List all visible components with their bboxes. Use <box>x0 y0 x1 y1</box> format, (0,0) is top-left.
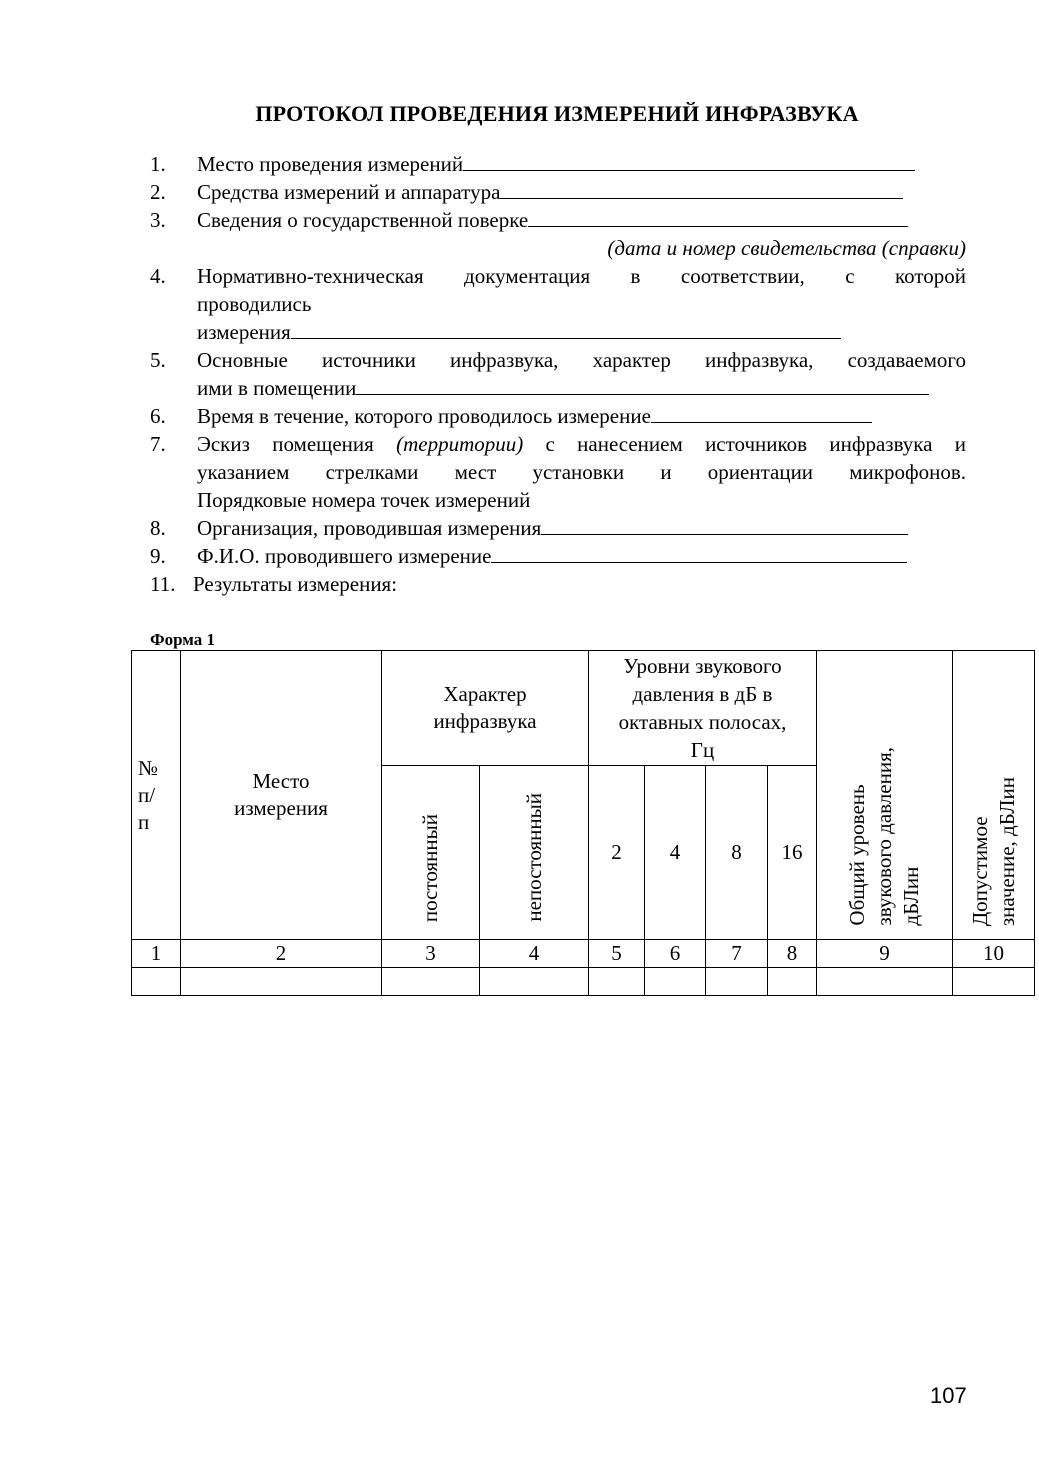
list-item <box>150 430 966 514</box>
table-cell <box>768 968 817 996</box>
header-freq-4: 4 <box>645 766 706 940</box>
header-allowed-value: Допустимое значение, дБЛин <box>967 776 1019 926</box>
item-text: измерения <box>197 320 291 344</box>
table-cell <box>645 968 706 996</box>
protocol-items <box>150 150 966 598</box>
list-item <box>150 402 966 430</box>
item-number: 5. <box>150 348 166 372</box>
table-cell <box>706 968 768 996</box>
item-text-italic: (территории) <box>396 432 524 456</box>
table-cell: 6 <box>645 940 706 968</box>
fill-line <box>491 544 907 563</box>
list-item <box>150 542 966 570</box>
fill-line <box>291 320 841 339</box>
header-freq-16: 16 <box>768 766 817 940</box>
header-nonconstant: непостоянный <box>521 793 546 922</box>
list-item <box>150 514 966 542</box>
item-text: Сведения о государственной поверке <box>197 208 529 232</box>
table-cell: 1 <box>132 940 181 968</box>
fill-line <box>356 376 929 395</box>
item-text: Нормативно-техническая документация в соответствии, с которой <box>197 264 966 288</box>
item-text: Результаты измерения: <box>193 572 398 596</box>
header-place: Место измерения <box>181 651 382 940</box>
page-number: 107 <box>930 1383 967 1408</box>
fill-line <box>528 208 908 227</box>
header-total-level: Общий уровень звукового давления, дБЛин <box>845 747 923 926</box>
fill-line <box>541 516 908 535</box>
item-number: 6. <box>150 404 166 428</box>
item-number: 11. <box>150 572 176 596</box>
table-cell <box>589 968 645 996</box>
item-text: Средства измерений и аппаратура <box>197 180 501 204</box>
item-number: 7. <box>150 432 166 456</box>
item-text: Место проведения измерений <box>197 152 464 176</box>
form-label: Форма 1 <box>150 630 216 649</box>
item-text: проводились <box>197 292 312 316</box>
item-text: Время в течение, которого проводилось измерение <box>197 404 651 428</box>
header-levels: Уровни звукового давления в дБ в октавных полосах, Гц <box>589 651 817 766</box>
header-constant: постоянный <box>418 813 442 922</box>
table-row-empty <box>132 968 1035 996</box>
item-text: Основные источники инфразвука, характер инфразвука, создаваемого <box>197 348 966 372</box>
item-text: Организация, проводившая измерения <box>197 516 542 540</box>
header-character: Характер инфразвука <box>382 651 589 766</box>
header-freq-2: 2 <box>589 766 645 940</box>
item-text: Порядковые номера точек измерений <box>197 488 531 512</box>
table-cell: 4 <box>480 940 589 968</box>
table-cell: 10 <box>953 940 1035 968</box>
item-number: 2. <box>150 180 166 204</box>
list-item <box>150 150 966 178</box>
item-number: 3. <box>150 208 166 232</box>
item-number: 1. <box>150 152 166 176</box>
item-text: с нанесением источников инфразвука и <box>523 432 967 456</box>
item-text: Эскиз помещения <box>197 432 397 456</box>
item-number: 9. <box>150 544 166 568</box>
results-table <box>131 650 1035 996</box>
table-cell <box>132 968 181 996</box>
fill-line <box>463 152 915 171</box>
table-cell <box>817 968 953 996</box>
table-cell: 2 <box>181 940 382 968</box>
item-text: ими в помещении <box>197 376 357 400</box>
table-row-index <box>132 940 1035 968</box>
table-cell: 3 <box>382 940 480 968</box>
list-item <box>150 262 966 346</box>
list-item <box>150 346 966 402</box>
list-item <box>150 206 966 234</box>
table-cell: 8 <box>768 940 817 968</box>
item-number: 8. <box>150 516 166 540</box>
item-text: указанием стрелками мест установки и ориентации микрофонов. <box>197 460 966 484</box>
table-cell <box>480 968 589 996</box>
list-item <box>150 570 966 598</box>
header-number: № п/ п <box>132 651 181 940</box>
table-cell: 9 <box>817 940 953 968</box>
table-cell <box>181 968 382 996</box>
table-cell <box>953 968 1035 996</box>
list-item <box>150 178 966 206</box>
table-cell: 5 <box>589 940 645 968</box>
table-cell <box>382 968 480 996</box>
list-item-note <box>150 234 966 262</box>
item-note: (дата и номер свидетельства (справки) <box>607 236 966 260</box>
document-title: ПРОТОКОЛ ПРОВЕДЕНИЯ ИЗМЕРЕНИЙ ИНФРАЗВУКА <box>255 101 859 126</box>
fill-line <box>651 404 872 423</box>
fill-line <box>500 180 903 199</box>
item-text: Ф.И.О. проводившего измерение <box>197 544 492 568</box>
item-number: 4. <box>150 264 166 288</box>
table-cell: 7 <box>706 940 768 968</box>
header-freq-8: 8 <box>706 766 768 940</box>
